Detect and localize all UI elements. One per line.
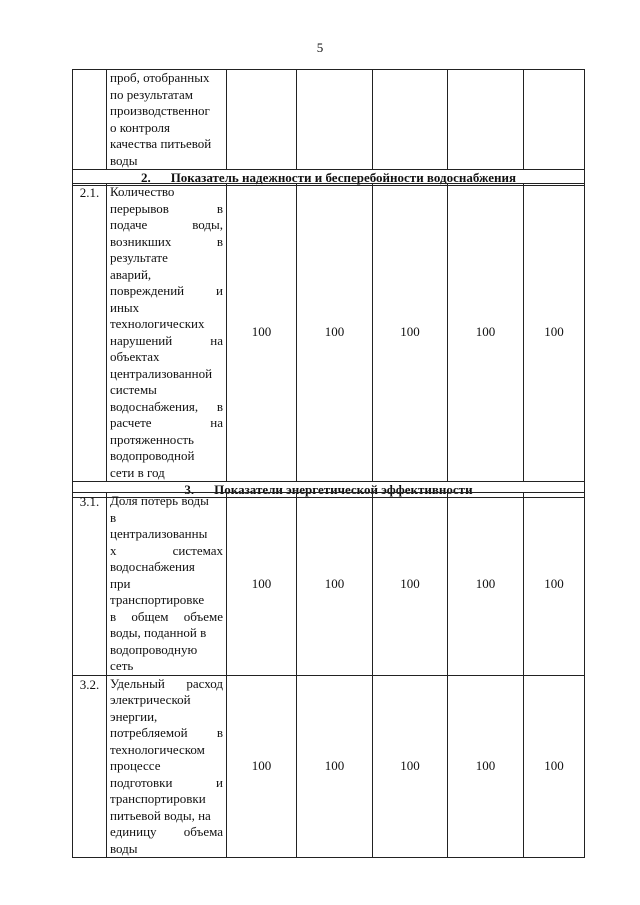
value-cell xyxy=(448,70,524,170)
value-cell: 100 xyxy=(373,675,448,858)
table-row xyxy=(73,493,585,676)
section-number: 2. xyxy=(140,170,151,185)
value-cell: 100 xyxy=(373,493,448,676)
row-number-cell: 3.2. xyxy=(73,675,107,858)
row-number-cell xyxy=(73,70,107,170)
value-cell: 100 xyxy=(448,493,524,676)
value-cell xyxy=(524,70,585,170)
value-cell: 100 xyxy=(297,493,373,676)
section-title: Показатели энергетической эффективности xyxy=(214,482,473,497)
value-cell: 100 xyxy=(373,184,448,482)
value-cell: 100 xyxy=(297,675,373,858)
indicator-table-part2 xyxy=(72,183,585,498)
value-cell: 100 xyxy=(297,184,373,482)
indicator-table-part1 xyxy=(72,69,585,186)
indicator-description: Доля потерь воды в централизованны х системах водоснабжения при транспортировке в общем объеме воды, поданной в водопроводную сеть xyxy=(107,493,227,676)
indicator-table-part3 xyxy=(72,492,585,858)
value-cell: 100 xyxy=(448,184,524,482)
value-cell: 100 xyxy=(227,184,297,482)
row-number-cell: 3.1. xyxy=(73,493,107,676)
value-cell: 100 xyxy=(524,184,585,482)
section-number: 3. xyxy=(184,482,195,497)
value-cell xyxy=(227,70,297,170)
row-number-cell: 2.1. xyxy=(73,184,107,482)
table-row xyxy=(73,675,585,858)
section-title: Показатель надежности и бесперебойности водоснабжения xyxy=(170,170,517,185)
value-cell: 100 xyxy=(524,493,585,676)
value-cell: 100 xyxy=(227,675,297,858)
value-cell: 100 xyxy=(227,493,297,676)
indicator-description: Удельный расход электрической энергии, потребляемой в технологическом процессе подготовки и транспортировки питьевой воды, на единицу объема воды xyxy=(107,675,227,858)
page-number: 5 xyxy=(316,40,324,55)
table-row xyxy=(73,184,585,482)
indicator-description: Количество перерывов в подаче воды, возникших в результате аварий, повреждений и иных технологических нарушений на объектах централизованной системы водоснабжения, в расчете на протяженность водопроводной сети в год xyxy=(107,184,227,482)
value-cell: 100 xyxy=(448,675,524,858)
value-cell: 100 xyxy=(524,675,585,858)
table-row xyxy=(73,70,585,170)
indicator-description: проб, отобранных по результатам производственног о контроля качества питьевой воды xyxy=(107,70,227,170)
value-cell xyxy=(373,70,448,170)
value-cell xyxy=(297,70,373,170)
